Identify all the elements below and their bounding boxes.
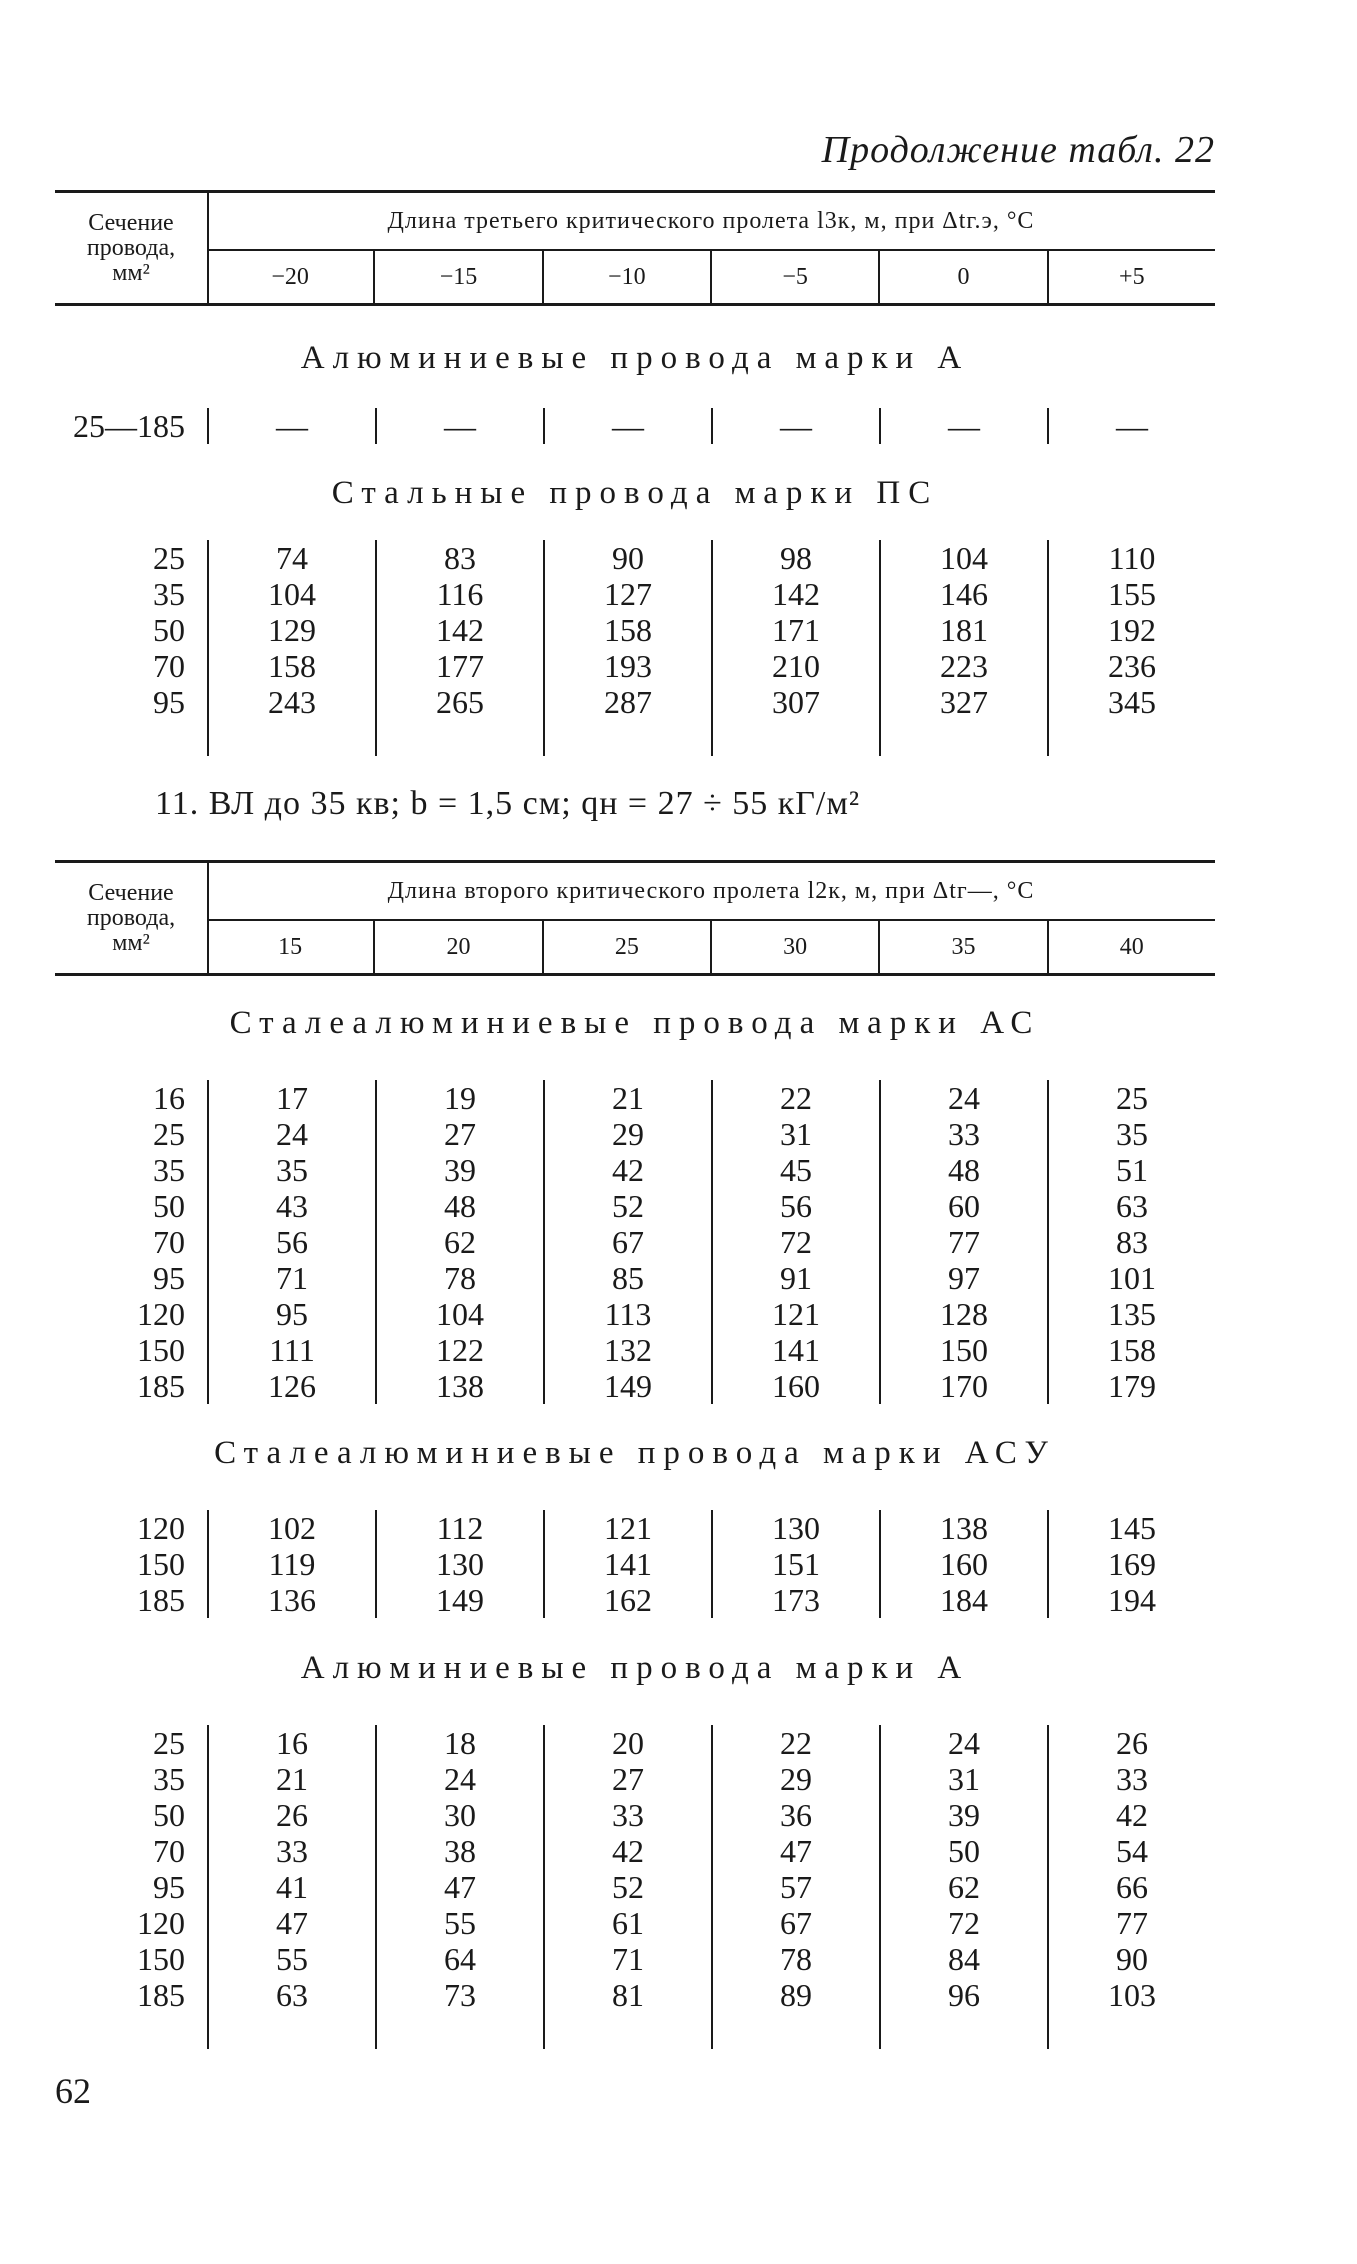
table-cell: 136 bbox=[268, 1582, 316, 1618]
table-cell: 119 bbox=[268, 1546, 316, 1582]
table-cell: 160 bbox=[940, 1546, 988, 1582]
row-section: 16 bbox=[153, 1080, 185, 1116]
table-cell: 33 bbox=[612, 1797, 644, 1833]
group-title: Сталеалюминиевые провода марки АС bbox=[229, 1005, 1041, 1041]
table-cell: 67 bbox=[612, 1224, 644, 1260]
table-cell: 20 bbox=[612, 1725, 644, 1761]
table-cell: 26 bbox=[1116, 1725, 1148, 1761]
table-cell: 97 bbox=[948, 1260, 980, 1296]
continuation-caption: Продолжение табл. 22 bbox=[821, 129, 1215, 171]
table-cell: 63 bbox=[276, 1977, 308, 2013]
row-section: 25—185 bbox=[73, 408, 185, 444]
table-cell: 24 bbox=[444, 1761, 476, 1797]
table-cell: 89 bbox=[780, 1977, 812, 2013]
row-section: 150 bbox=[137, 1941, 185, 1977]
table-cell: 95 bbox=[276, 1296, 308, 1332]
table-cell: 52 bbox=[612, 1188, 644, 1224]
table-cell: 41 bbox=[276, 1869, 308, 1905]
table2-col-header: 40 bbox=[1047, 921, 1215, 973]
table-cell: 135 bbox=[1108, 1296, 1156, 1332]
table-cell: — bbox=[276, 408, 308, 444]
table-cell: 50 bbox=[948, 1833, 980, 1869]
table-cell: 17 bbox=[276, 1080, 308, 1116]
table-cell: 72 bbox=[780, 1224, 812, 1260]
table-cell: 55 bbox=[276, 1941, 308, 1977]
group-title: Алюминиевые провода марки А bbox=[300, 1650, 970, 1686]
table-cell: 24 bbox=[948, 1725, 980, 1761]
row-section: 70 bbox=[153, 1224, 185, 1260]
row-section: 95 bbox=[153, 1260, 185, 1296]
table-cell: 78 bbox=[780, 1941, 812, 1977]
table-cell: 158 bbox=[268, 648, 316, 684]
table2-col-header: 35 bbox=[878, 921, 1046, 973]
table-cell: 141 bbox=[772, 1332, 820, 1368]
table-cell: 71 bbox=[276, 1260, 308, 1296]
table-cell: 56 bbox=[780, 1188, 812, 1224]
table-cell: 150 bbox=[940, 1332, 988, 1368]
table-cell: 62 bbox=[444, 1224, 476, 1260]
table-cell: 21 bbox=[612, 1080, 644, 1116]
table-cell: 145 bbox=[1108, 1510, 1156, 1546]
table-cell: 54 bbox=[1116, 1833, 1148, 1869]
table-cell: 84 bbox=[948, 1941, 980, 1977]
table2-column-headers bbox=[207, 921, 1215, 973]
table-cell: 39 bbox=[444, 1152, 476, 1188]
table-cell: 19 bbox=[444, 1080, 476, 1116]
table-cell: 47 bbox=[276, 1905, 308, 1941]
group-title: Стальные провода марки ПС bbox=[331, 475, 939, 511]
table-cell: 149 bbox=[436, 1582, 484, 1618]
table-cell: 210 bbox=[772, 648, 820, 684]
table-cell: 141 bbox=[604, 1546, 652, 1582]
table2-section-header: Сечение провода, мм² bbox=[55, 863, 209, 973]
table2-group-acu bbox=[55, 1510, 1215, 1618]
table-cell: 39 bbox=[948, 1797, 980, 1833]
table-cell: 179 bbox=[1108, 1368, 1156, 1404]
table-cell: 66 bbox=[1116, 1869, 1148, 1905]
table-cell: 55 bbox=[444, 1905, 476, 1941]
table-cell: 29 bbox=[612, 1116, 644, 1152]
table2-header bbox=[55, 860, 1215, 976]
table-cell: 26 bbox=[276, 1797, 308, 1833]
table-cell: 51 bbox=[1116, 1152, 1148, 1188]
table-cell: 35 bbox=[1116, 1116, 1148, 1152]
table-cell: 103 bbox=[1108, 1977, 1156, 2013]
table2-col-header: 30 bbox=[710, 921, 878, 973]
table-cell: 113 bbox=[604, 1296, 652, 1332]
table-cell: 146 bbox=[940, 576, 988, 612]
table-cell: 327 bbox=[940, 684, 988, 720]
table-cell: 81 bbox=[612, 1977, 644, 2013]
table-cell: 77 bbox=[948, 1224, 980, 1260]
row-section: 50 bbox=[153, 1797, 185, 1833]
table-cell: 74 bbox=[276, 540, 308, 576]
table-cell: 36 bbox=[780, 1797, 812, 1833]
table-cell: 192 bbox=[1108, 612, 1156, 648]
table-cell: 25 bbox=[1116, 1080, 1148, 1116]
table-cell: 287 bbox=[604, 684, 652, 720]
row-section: 120 bbox=[137, 1510, 185, 1546]
table-cell: 149 bbox=[604, 1368, 652, 1404]
table-cell: 158 bbox=[1108, 1332, 1156, 1368]
table-cell: 132 bbox=[604, 1332, 652, 1368]
table-cell: 31 bbox=[948, 1761, 980, 1797]
table-cell: 104 bbox=[436, 1296, 484, 1332]
table-cell: 42 bbox=[612, 1833, 644, 1869]
table-cell: 83 bbox=[1116, 1224, 1148, 1260]
table-cell: 38 bbox=[444, 1833, 476, 1869]
table-cell: 22 bbox=[780, 1080, 812, 1116]
table-cell: 63 bbox=[1116, 1188, 1148, 1224]
table-cell: 104 bbox=[268, 576, 316, 612]
table-cell: 121 bbox=[772, 1296, 820, 1332]
table-cell: 138 bbox=[940, 1510, 988, 1546]
table-cell: 90 bbox=[612, 540, 644, 576]
table-cell: 160 bbox=[772, 1368, 820, 1404]
table-cell: 101 bbox=[1108, 1260, 1156, 1296]
table-cell: 243 bbox=[268, 684, 316, 720]
table-cell: 142 bbox=[772, 576, 820, 612]
table-cell: 85 bbox=[612, 1260, 644, 1296]
table-cell: 128 bbox=[940, 1296, 988, 1332]
row-section: 185 bbox=[137, 1368, 185, 1404]
table-cell: 30 bbox=[444, 1797, 476, 1833]
row-section: 35 bbox=[153, 1152, 185, 1188]
table-cell: 45 bbox=[780, 1152, 812, 1188]
row-section: 35 bbox=[153, 1761, 185, 1797]
table-cell: 72 bbox=[948, 1905, 980, 1941]
group-title: Алюминиевые провода марки А bbox=[300, 340, 970, 376]
table-cell: 33 bbox=[948, 1116, 980, 1152]
row-section: 150 bbox=[137, 1332, 185, 1368]
table1-col-header: −15 bbox=[373, 251, 541, 303]
table-cell: 193 bbox=[604, 648, 652, 684]
table-cell: 42 bbox=[612, 1152, 644, 1188]
row-section: 120 bbox=[137, 1296, 185, 1332]
table-cell: 33 bbox=[1116, 1761, 1148, 1797]
table-cell: 71 bbox=[612, 1941, 644, 1977]
table-cell: 27 bbox=[612, 1761, 644, 1797]
row-section: 185 bbox=[137, 1977, 185, 2013]
table-cell: 27 bbox=[444, 1116, 476, 1152]
row-section: 95 bbox=[153, 684, 185, 720]
table-cell: 62 bbox=[948, 1869, 980, 1905]
row-section: 120 bbox=[137, 1905, 185, 1941]
row-section: 25 bbox=[153, 1116, 185, 1152]
table-cell: — bbox=[948, 408, 980, 444]
table1-col-header: +5 bbox=[1047, 251, 1215, 303]
table-cell: 142 bbox=[436, 612, 484, 648]
table-cell: 73 bbox=[444, 1977, 476, 2013]
table-cell: 52 bbox=[612, 1869, 644, 1905]
table2-group-ac bbox=[55, 1080, 1215, 1404]
table-cell: 33 bbox=[276, 1833, 308, 1869]
table-cell: 138 bbox=[436, 1368, 484, 1404]
table1-header bbox=[55, 190, 1215, 306]
group-title: Сталеалюминиевые провода марки АСУ bbox=[214, 1435, 1056, 1471]
table-cell: 24 bbox=[948, 1080, 980, 1116]
table-cell: 265 bbox=[436, 684, 484, 720]
table1-col-header: −20 bbox=[271, 263, 309, 290]
table-cell: 130 bbox=[772, 1510, 820, 1546]
table-cell: 169 bbox=[1108, 1546, 1156, 1582]
table-cell: 43 bbox=[276, 1188, 308, 1224]
row-section: 150 bbox=[137, 1546, 185, 1582]
table-cell: — bbox=[780, 408, 812, 444]
table-cell: 78 bbox=[444, 1260, 476, 1296]
table-cell: 98 bbox=[780, 540, 812, 576]
table-cell: 104 bbox=[940, 540, 988, 576]
table-cell: 83 bbox=[444, 540, 476, 576]
table-cell: 345 bbox=[1108, 684, 1156, 720]
table-cell: 96 bbox=[948, 1977, 980, 2013]
table2-col-header: 15 bbox=[278, 933, 303, 960]
table-cell: 18 bbox=[444, 1725, 476, 1761]
table-cell: 56 bbox=[276, 1224, 308, 1260]
table-cell: — bbox=[612, 408, 644, 444]
page-number: 62 bbox=[55, 2071, 91, 2111]
table-cell: 60 bbox=[948, 1188, 980, 1224]
table1-column-title: Длина третьего критического пролета l3к, м, при Δtг.э, °C bbox=[207, 193, 1215, 251]
table-cell: 77 bbox=[1116, 1905, 1148, 1941]
table-cell: 194 bbox=[1108, 1582, 1156, 1618]
row-section: 50 bbox=[153, 1188, 185, 1224]
table-cell: 121 bbox=[604, 1510, 652, 1546]
table1-group-ps bbox=[55, 540, 1215, 756]
table-cell: — bbox=[444, 408, 476, 444]
table-cell: 173 bbox=[772, 1582, 820, 1618]
table-cell: 90 bbox=[1116, 1941, 1148, 1977]
table-cell: 22 bbox=[780, 1725, 812, 1761]
table-cell: 21 bbox=[276, 1761, 308, 1797]
table-cell: 122 bbox=[436, 1332, 484, 1368]
table-cell: 42 bbox=[1116, 1797, 1148, 1833]
table-cell: 35 bbox=[276, 1152, 308, 1188]
table-cell: 236 bbox=[1108, 648, 1156, 684]
row-section: 185 bbox=[137, 1582, 185, 1618]
table-cell: 57 bbox=[780, 1869, 812, 1905]
table-cell: 307 bbox=[772, 684, 820, 720]
table-cell: 177 bbox=[436, 648, 484, 684]
table1-section-header: Сечение провода, мм² bbox=[55, 193, 209, 303]
table-cell: 67 bbox=[780, 1905, 812, 1941]
table1-col-header: −5 bbox=[710, 251, 878, 303]
table-cell: 223 bbox=[940, 648, 988, 684]
table-cell: 48 bbox=[444, 1188, 476, 1224]
row-section: 50 bbox=[153, 612, 185, 648]
table-cell: 158 bbox=[604, 612, 652, 648]
table-cell: 47 bbox=[780, 1833, 812, 1869]
table-cell: 130 bbox=[436, 1546, 484, 1582]
row-section: 95 bbox=[153, 1869, 185, 1905]
table-cell: 64 bbox=[444, 1941, 476, 1977]
table-cell: — bbox=[1116, 408, 1148, 444]
table1-col-header: 0 bbox=[878, 251, 1046, 303]
table-cell: 181 bbox=[940, 612, 988, 648]
table-cell: 24 bbox=[276, 1116, 308, 1152]
table-cell: 29 bbox=[780, 1761, 812, 1797]
table-cell: 116 bbox=[436, 576, 484, 612]
table-cell: 61 bbox=[612, 1905, 644, 1941]
table-cell: 91 bbox=[780, 1260, 812, 1296]
table-cell: 162 bbox=[604, 1582, 652, 1618]
section-heading-11: 11. ВЛ до 35 кв; b = 1,5 см; qн = 27 ÷ 55 кГ/м² bbox=[155, 785, 861, 822]
table2-col-header: 25 bbox=[542, 921, 710, 973]
table-cell: 127 bbox=[604, 576, 652, 612]
row-section: 35 bbox=[153, 576, 185, 612]
row-section: 70 bbox=[153, 648, 185, 684]
table-cell: 102 bbox=[268, 1510, 316, 1546]
table2-column-title: Длина второго критического пролета l2к, м, при Δtг—, °C bbox=[207, 863, 1215, 921]
book-page bbox=[55, 0, 1215, 2264]
table1-group-a bbox=[55, 408, 1215, 444]
table-cell: 110 bbox=[1108, 540, 1156, 576]
table-cell: 47 bbox=[444, 1869, 476, 1905]
table-cell: 129 bbox=[268, 612, 316, 648]
table1-col-header: −10 bbox=[542, 251, 710, 303]
table-cell: 112 bbox=[436, 1510, 484, 1546]
table-cell: 184 bbox=[940, 1582, 988, 1618]
table-cell: 48 bbox=[948, 1152, 980, 1188]
row-section: 25 bbox=[153, 540, 185, 576]
table-cell: 126 bbox=[268, 1368, 316, 1404]
table-cell: 171 bbox=[772, 612, 820, 648]
table-cell: 16 bbox=[276, 1725, 308, 1761]
table2-group-a bbox=[55, 1725, 1215, 2049]
table-cell: 155 bbox=[1108, 576, 1156, 612]
table-cell: 31 bbox=[780, 1116, 812, 1152]
table-cell: 151 bbox=[772, 1546, 820, 1582]
table2-col-header: 20 bbox=[373, 921, 541, 973]
row-section: 25 bbox=[153, 1725, 185, 1761]
table-cell: 111 bbox=[269, 1332, 315, 1368]
table1-column-headers bbox=[207, 251, 1215, 303]
table-cell: 170 bbox=[940, 1368, 988, 1404]
row-section: 70 bbox=[153, 1833, 185, 1869]
